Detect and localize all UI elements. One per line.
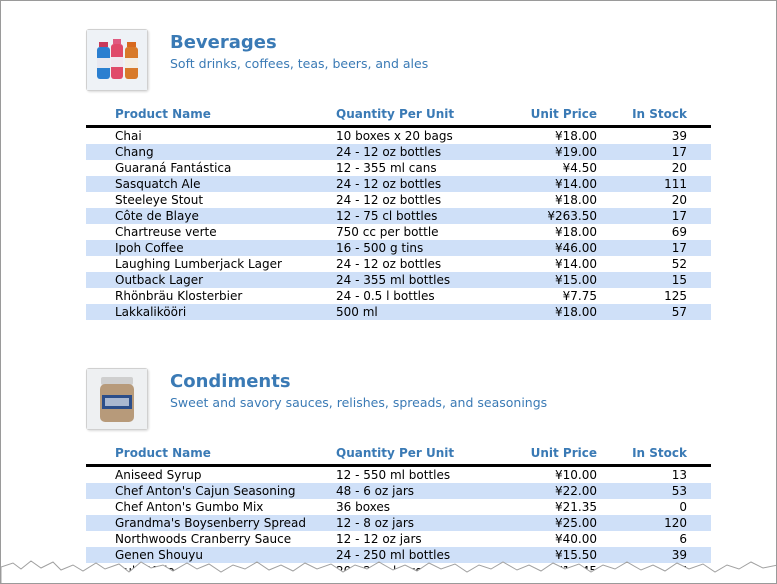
product-quantity: 24 - 0.5 l bottles	[336, 289, 435, 303]
product-quantity: 12 - 8 oz jars	[336, 516, 415, 530]
product-price: ¥40.00	[555, 532, 597, 546]
product-stock: 20	[671, 193, 687, 207]
product-quantity: 24 - 250 ml bottles	[336, 548, 451, 562]
product-stock: 53	[671, 484, 687, 498]
product-price: ¥25.00	[555, 516, 597, 530]
product-quantity: 24 - 12 oz bottles	[336, 193, 442, 207]
table-row	[86, 515, 711, 531]
table-row	[86, 483, 711, 499]
column-header-quantity: Quantity Per Unit	[336, 107, 455, 121]
product-price: ¥14.00	[555, 257, 597, 271]
product-price: ¥18.00	[555, 305, 597, 319]
column-header-unit-price: Unit Price	[530, 107, 597, 121]
product-stock: 52	[671, 257, 687, 271]
product-quantity: 36 boxes	[336, 500, 391, 514]
product-name: Chef Anton's Cajun Seasoning	[115, 484, 296, 498]
table-row	[86, 240, 711, 256]
product-name: Ipoh Coffee	[115, 241, 184, 255]
product-name: Outback Lager	[115, 273, 204, 287]
product-price: ¥46.00	[555, 241, 597, 255]
product-price: ¥19.00	[555, 145, 597, 159]
product-name: Genen Shouyu	[115, 548, 203, 562]
table-row	[86, 160, 711, 176]
product-quantity: 24 - 12 oz bottles	[336, 257, 442, 271]
table-row	[86, 192, 711, 208]
column-header-in-stock: In Stock	[632, 446, 687, 460]
product-price: ¥18.00	[555, 193, 597, 207]
product-name: Côte de Blaye	[115, 209, 199, 223]
table-row	[86, 176, 711, 192]
product-quantity: 24 - 12 oz bottles	[336, 177, 442, 191]
product-stock: 15	[671, 273, 687, 287]
product-name: Northwoods Cranberry Sauce	[115, 532, 292, 546]
category-description: Sweet and savory sauces, relishes, spreads, and seasonings	[170, 395, 548, 410]
product-quantity: 24 - 12 oz bottles	[336, 145, 442, 159]
table-row	[86, 224, 711, 240]
product-quantity: 16 - 500 g tins	[336, 241, 424, 255]
product-stock: 69	[671, 225, 687, 239]
table-row	[86, 531, 711, 547]
table-row	[86, 467, 711, 483]
product-name: Sasquatch Ale	[115, 177, 201, 191]
product-price: ¥263.50	[547, 209, 597, 223]
product-stock: 17	[671, 209, 687, 223]
product-price: ¥10.00	[555, 468, 597, 482]
product-quantity: 12 - 550 ml bottles	[336, 468, 451, 482]
jar-icon	[87, 369, 147, 429]
category-title: Beverages	[170, 32, 277, 53]
table-header	[86, 446, 711, 462]
table-row	[86, 256, 711, 272]
product-name: Aniseed Syrup	[115, 468, 202, 482]
beverage-bottles-image	[86, 29, 148, 91]
table-header	[86, 107, 711, 123]
product-quantity: 12 - 75 cl bottles	[336, 209, 438, 223]
product-quantity: 500 ml	[336, 305, 378, 319]
column-header-product-name: Product Name	[115, 107, 211, 121]
product-stock: 125	[664, 289, 687, 303]
product-name: Grandma's Boysenberry Spread	[115, 516, 306, 530]
product-price: ¥14.00	[555, 177, 597, 191]
product-name: Lakkalikööri	[115, 305, 187, 319]
product-price: ¥4.50	[562, 161, 597, 175]
table-row	[86, 272, 711, 288]
product-price: ¥18.00	[555, 225, 597, 239]
product-stock: 20	[671, 161, 687, 175]
product-name: Chartreuse verte	[115, 225, 217, 239]
table-row	[86, 499, 711, 515]
product-price: ¥15.00	[555, 273, 597, 287]
column-header-quantity: Quantity Per Unit	[336, 446, 455, 460]
table-row	[86, 128, 711, 144]
product-price: ¥21.35	[555, 500, 597, 514]
product-name: Laughing Lumberjack Lager	[115, 257, 282, 271]
torn-edge-decoration	[1, 553, 777, 584]
product-quantity: 10 boxes x 20 bags	[336, 129, 453, 143]
product-quantity: 12 - 355 ml cans	[336, 161, 437, 175]
product-price: ¥15.50	[555, 548, 597, 562]
product-stock: 57	[671, 305, 687, 319]
product-name: Chai	[115, 129, 142, 143]
table-row	[86, 144, 711, 160]
product-stock: 111	[664, 177, 687, 191]
bottles-icon	[87, 30, 147, 90]
product-name: Guaraná Fantástica	[115, 161, 232, 175]
condiment-jar-image	[86, 368, 148, 430]
product-quantity: 12 - 12 oz jars	[336, 532, 422, 546]
product-price: ¥22.00	[555, 484, 597, 498]
product-stock: 6	[679, 532, 687, 546]
product-price: ¥7.75	[562, 289, 597, 303]
product-name: Chef Anton's Gumbo Mix	[115, 500, 264, 514]
column-header-in-stock: In Stock	[632, 107, 687, 121]
product-stock: 39	[671, 129, 687, 143]
column-header-unit-price: Unit Price	[530, 446, 597, 460]
category-description: Soft drinks, coffees, teas, beers, and ales	[170, 56, 429, 71]
table-row	[86, 288, 711, 304]
product-stock: 39	[671, 548, 687, 562]
product-price: ¥18.00	[555, 129, 597, 143]
product-quantity: 48 - 6 oz jars	[336, 484, 415, 498]
category-title: Condiments	[170, 371, 291, 392]
product-stock: 0	[679, 500, 687, 514]
product-name: Rhönbräu Klosterbier	[115, 289, 243, 303]
product-name: Steeleye Stout	[115, 193, 204, 207]
product-table	[86, 128, 711, 320]
product-stock: 120	[664, 516, 687, 530]
product-quantity: 750 cc per bottle	[336, 225, 439, 239]
product-stock: 13	[671, 468, 687, 482]
table-row	[86, 208, 711, 224]
product-stock: 17	[671, 241, 687, 255]
product-quantity: 24 - 355 ml bottles	[336, 273, 451, 287]
product-stock: 17	[671, 145, 687, 159]
column-header-product-name: Product Name	[115, 446, 211, 460]
product-name: Chang	[115, 145, 154, 159]
table-row	[86, 304, 711, 320]
